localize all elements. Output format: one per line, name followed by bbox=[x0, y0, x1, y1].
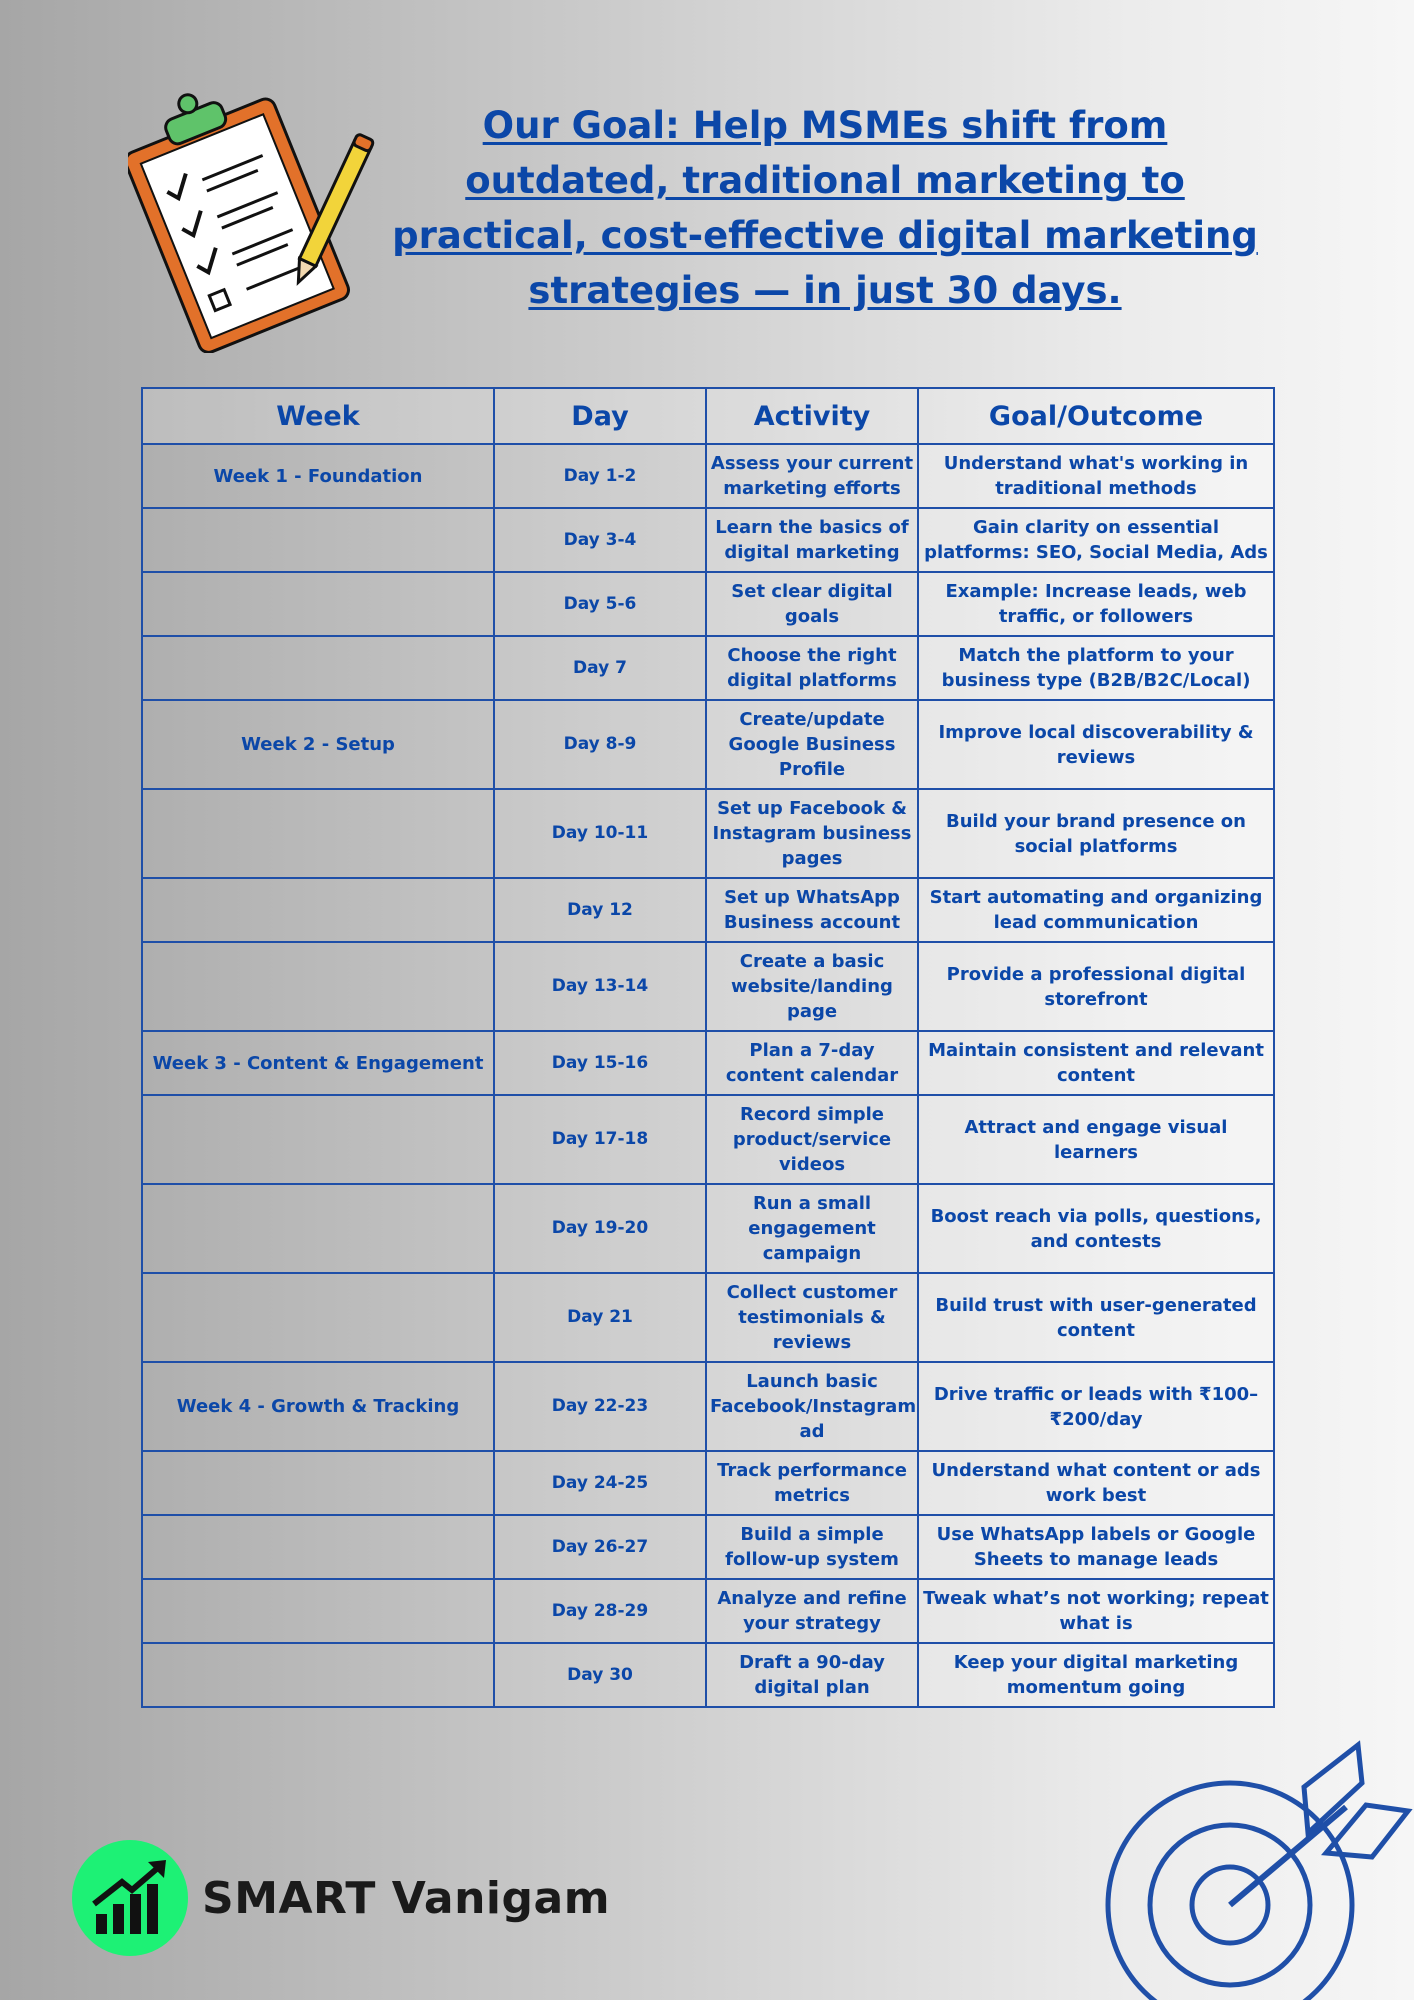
clipboard-checklist-icon bbox=[128, 78, 378, 353]
week-cell bbox=[142, 942, 494, 1031]
day-cell: Day 13-14 bbox=[494, 942, 706, 1031]
week-cell bbox=[142, 636, 494, 700]
activity-cell: Create/update Google Business Profile bbox=[706, 700, 918, 789]
day-cell: Day 1-2 bbox=[494, 444, 706, 508]
table-row bbox=[142, 508, 1274, 572]
activity-cell: Create a basic website/landing page bbox=[706, 942, 918, 1031]
goal-cell: Improve local discoverability & reviews bbox=[918, 700, 1274, 789]
thirty-day-plan-table bbox=[141, 387, 1275, 1708]
week-cell bbox=[142, 508, 494, 572]
week-cell: Week 2 - Setup bbox=[142, 700, 494, 789]
table-row bbox=[142, 789, 1274, 878]
day-cell: Day 24-25 bbox=[494, 1451, 706, 1515]
activity-cell: Choose the right digital platforms bbox=[706, 636, 918, 700]
week-cell bbox=[142, 1515, 494, 1579]
goal-cell: Tweak what’s not working; repeat what is bbox=[918, 1579, 1274, 1643]
goal-cell: Maintain consistent and relevant content bbox=[918, 1031, 1274, 1095]
day-cell: Day 3-4 bbox=[494, 508, 706, 572]
week-cell: Week 3 - Content & Engagement bbox=[142, 1031, 494, 1095]
brand-logo bbox=[72, 1840, 188, 1956]
goal-cell: Build your brand presence on social platforms bbox=[918, 789, 1274, 878]
table-row bbox=[142, 700, 1274, 789]
week-cell bbox=[142, 878, 494, 942]
goal-cell: Build trust with user-generated content bbox=[918, 1273, 1274, 1362]
activity-cell: Analyze and refine your strategy bbox=[706, 1579, 918, 1643]
activity-cell: Launch basic Facebook/Instagram ad bbox=[706, 1362, 918, 1451]
table-row bbox=[142, 1184, 1274, 1273]
day-cell: Day 17-18 bbox=[494, 1095, 706, 1184]
activity-cell: Record simple product/service videos bbox=[706, 1095, 918, 1184]
week-cell bbox=[142, 1579, 494, 1643]
activity-cell: Assess your current marketing efforts bbox=[706, 444, 918, 508]
header-goal-outcome: Goal/Outcome bbox=[918, 388, 1274, 444]
goal-heading: Our Goal: Help MSMEs shift from outdated, traditional marketing to practical, cost-effective digital marketing strategies — in just 30 days. bbox=[392, 104, 1258, 312]
day-cell: Day 10-11 bbox=[494, 789, 706, 878]
goal-cell: Gain clarity on essential platforms: SEO, Social Media, Ads bbox=[918, 508, 1274, 572]
day-cell: Day 22-23 bbox=[494, 1362, 706, 1451]
day-cell: Day 5-6 bbox=[494, 572, 706, 636]
growth-chart-icon bbox=[72, 1840, 188, 1956]
header-day: Day bbox=[494, 388, 706, 444]
activity-cell: Learn the basics of digital marketing bbox=[706, 508, 918, 572]
goal-cell: Understand what content or ads work best bbox=[918, 1451, 1274, 1515]
table-header-row bbox=[142, 388, 1274, 444]
goal-cell: Attract and engage visual learners bbox=[918, 1095, 1274, 1184]
goal-cell: Use WhatsApp labels or Google Sheets to manage leads bbox=[918, 1515, 1274, 1579]
day-cell: Day 28-29 bbox=[494, 1579, 706, 1643]
brand-logo-block bbox=[72, 1838, 610, 1958]
table-row bbox=[142, 636, 1274, 700]
table-row bbox=[142, 1451, 1274, 1515]
activity-cell: Build a simple follow-up system bbox=[706, 1515, 918, 1579]
activity-cell: Collect customer testimonials & reviews bbox=[706, 1273, 918, 1362]
table-row bbox=[142, 878, 1274, 942]
day-cell: Day 12 bbox=[494, 878, 706, 942]
week-cell: Week 4 - Growth & Tracking bbox=[142, 1362, 494, 1451]
day-cell: Day 19-20 bbox=[494, 1184, 706, 1273]
day-cell: Day 26-27 bbox=[494, 1515, 706, 1579]
activity-cell: Set clear digital goals bbox=[706, 572, 918, 636]
goal-cell: Keep your digital marketing momentum going bbox=[918, 1643, 1274, 1707]
table-row bbox=[142, 1579, 1274, 1643]
table-row bbox=[142, 572, 1274, 636]
week-cell bbox=[142, 572, 494, 636]
goal-cell: Start automating and organizing lead communication bbox=[918, 878, 1274, 942]
header-activity: Activity bbox=[706, 388, 918, 444]
table-row bbox=[142, 1362, 1274, 1451]
week-cell bbox=[142, 1184, 494, 1273]
day-cell: Day 30 bbox=[494, 1643, 706, 1707]
day-cell: Day 21 bbox=[494, 1273, 706, 1362]
activity-cell: Set up WhatsApp Business account bbox=[706, 878, 918, 942]
week-cell bbox=[142, 1273, 494, 1362]
day-cell: Day 8-9 bbox=[494, 700, 706, 789]
week-cell: Week 1 - Foundation bbox=[142, 444, 494, 508]
activity-cell: Draft a 90-day digital plan bbox=[706, 1643, 918, 1707]
week-cell bbox=[142, 1451, 494, 1515]
header-week: Week bbox=[142, 388, 494, 444]
table-row bbox=[142, 1643, 1274, 1707]
table-row bbox=[142, 942, 1274, 1031]
table-row bbox=[142, 1095, 1274, 1184]
activity-cell: Track performance metrics bbox=[706, 1451, 918, 1515]
week-cell bbox=[142, 1643, 494, 1707]
activity-cell: Run a small engagement campaign bbox=[706, 1184, 918, 1273]
goal-cell: Boost reach via polls, questions, and contests bbox=[918, 1184, 1274, 1273]
day-cell: Day 7 bbox=[494, 636, 706, 700]
goal-cell: Drive traffic or leads with ₹100–₹200/day bbox=[918, 1362, 1274, 1451]
goal-cell: Understand what's working in traditional methods bbox=[918, 444, 1274, 508]
goal-cell: Match the platform to your business type (B2B/B2C/Local) bbox=[918, 636, 1274, 700]
week-cell bbox=[142, 789, 494, 878]
target-arrow-icon bbox=[1090, 1735, 1414, 2000]
goal-cell: Example: Increase leads, web traffic, or followers bbox=[918, 572, 1274, 636]
table-row bbox=[142, 1273, 1274, 1362]
week-cell bbox=[142, 1095, 494, 1184]
activity-cell: Set up Facebook & Instagram business pages bbox=[706, 789, 918, 878]
day-cell: Day 15-16 bbox=[494, 1031, 706, 1095]
table-row bbox=[142, 1515, 1274, 1579]
table-row bbox=[142, 444, 1274, 508]
table-row bbox=[142, 1031, 1274, 1095]
brand-name: SMART Vanigam bbox=[202, 1872, 611, 1924]
goal-cell: Provide a professional digital storefront bbox=[918, 942, 1274, 1031]
activity-cell: Plan a 7-day content calendar bbox=[706, 1031, 918, 1095]
